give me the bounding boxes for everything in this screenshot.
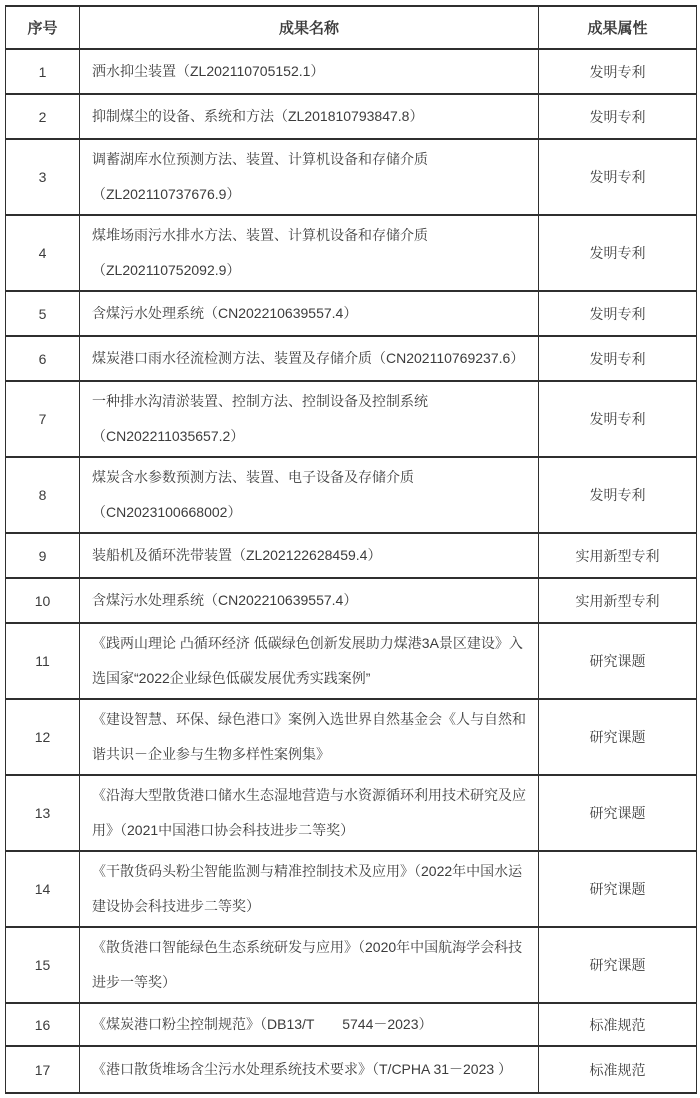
- result-attribute-cell: 发明专利: [539, 457, 697, 533]
- table-row: [6, 851, 697, 927]
- serial-number-cell: 7: [6, 381, 80, 457]
- serial-number-cell: 16: [6, 1003, 80, 1046]
- table-row: [6, 1046, 697, 1093]
- result-attribute-cell: 研究课题: [539, 775, 697, 851]
- result-attribute-cell: 研究课题: [539, 699, 697, 775]
- result-attribute-cell: 发明专利: [539, 381, 697, 457]
- header-serial-number: 序号: [6, 6, 80, 49]
- serial-number-cell: 2: [6, 94, 80, 139]
- table-row: [6, 927, 697, 1003]
- result-name-cell: 《干散货码头粉尘智能监测与精准控制技术及应用》（2022年中国水运建设协会科技进步二等奖）: [80, 851, 539, 927]
- result-name-cell: 洒水抑尘装置（ZL202110705152.1）: [80, 49, 539, 94]
- header-result-attribute: 成果属性: [539, 6, 697, 49]
- result-attribute-cell: 研究课题: [539, 851, 697, 927]
- result-name-cell: 《建设智慧、环保、绿色港口》案例入选世界自然基金会《人与自然和谐共识－企业参与生物多样性案例集》: [80, 699, 539, 775]
- result-name-cell: 抑制煤尘的设备、系统和方法（ZL201810793847.8）: [80, 94, 539, 139]
- result-attribute-cell: 发明专利: [539, 94, 697, 139]
- result-name-cell: 一种排水沟清淤装置、控制方法、控制设备及控制系统（CN202211035657.2）: [80, 381, 539, 457]
- achievements-table: [5, 5, 697, 1094]
- serial-number-cell: 11: [6, 623, 80, 699]
- header-result-name: 成果名称: [80, 6, 539, 49]
- serial-number-cell: 3: [6, 139, 80, 215]
- table-row: [6, 291, 697, 336]
- serial-number-cell: 1: [6, 49, 80, 94]
- serial-number-cell: 10: [6, 578, 80, 623]
- result-attribute-cell: 实用新型专利: [539, 533, 697, 578]
- table-row: [6, 1003, 697, 1046]
- table-row: [6, 578, 697, 623]
- serial-number-cell: 8: [6, 457, 80, 533]
- result-name-cell: 含煤污水处理系统（CN202210639557.4）: [80, 578, 539, 623]
- result-name-cell: 《港口散货堆场含尘污水处理系统技术要求》（T/CPHA 31－2023 ）: [80, 1046, 539, 1093]
- result-name-cell: 煤炭港口雨水径流检测方法、装置及存储介质（CN202110769237.6）: [80, 336, 539, 381]
- serial-number-cell: 14: [6, 851, 80, 927]
- serial-number-cell: 17: [6, 1046, 80, 1093]
- table-header-row: [6, 6, 697, 49]
- serial-number-cell: 9: [6, 533, 80, 578]
- serial-number-cell: 5: [6, 291, 80, 336]
- result-attribute-cell: 实用新型专利: [539, 578, 697, 623]
- table-row: [6, 775, 697, 851]
- result-name-cell: 煤堆场雨污水排水方法、装置、计算机设备和存储介质（ZL202110752092.9）: [80, 215, 539, 291]
- result-name-cell: 《践两山理论 凸循环经济 低碳绿色创新发展助力煤港3A景区建设》入选国家“2022企业绿色低碳发展优秀实践案例”: [80, 623, 539, 699]
- result-attribute-cell: 发明专利: [539, 139, 697, 215]
- table-row: [6, 336, 697, 381]
- result-name-cell: 含煤污水处理系统（CN202210639557.4）: [80, 291, 539, 336]
- result-attribute-cell: 发明专利: [539, 336, 697, 381]
- table-row: [6, 215, 697, 291]
- serial-number-cell: 6: [6, 336, 80, 381]
- serial-number-cell: 4: [6, 215, 80, 291]
- result-name-cell: 装船机及循环洗带装置（ZL202122628459.4）: [80, 533, 539, 578]
- result-attribute-cell: 研究课题: [539, 927, 697, 1003]
- result-name-cell: 煤炭含水参数预测方法、装置、电子设备及存储介质（CN2023100668002）: [80, 457, 539, 533]
- result-attribute-cell: 标准规范: [539, 1046, 697, 1093]
- table-row: [6, 94, 697, 139]
- result-attribute-cell: 标准规范: [539, 1003, 697, 1046]
- serial-number-cell: 15: [6, 927, 80, 1003]
- result-name-cell: 调蓄湖库水位预测方法、装置、计算机设备和存储介质（ZL202110737676.9）: [80, 139, 539, 215]
- result-attribute-cell: 发明专利: [539, 291, 697, 336]
- table-row: [6, 623, 697, 699]
- table-row: [6, 381, 697, 457]
- serial-number-cell: 13: [6, 775, 80, 851]
- table-row: [6, 139, 697, 215]
- table-row: [6, 457, 697, 533]
- serial-number-cell: 12: [6, 699, 80, 775]
- result-name-cell: 《沿海大型散货港口储水生态湿地营造与水资源循环利用技术研究及应用》（2021中国港口协会科技进步二等奖）: [80, 775, 539, 851]
- result-name-cell: 《煤炭港口粉尘控制规范》（DB13/T 5744－2023）: [80, 1003, 539, 1046]
- result-attribute-cell: 发明专利: [539, 49, 697, 94]
- result-attribute-cell: 发明专利: [539, 215, 697, 291]
- table-row: [6, 533, 697, 578]
- table-row: [6, 49, 697, 94]
- table-row: [6, 699, 697, 775]
- result-attribute-cell: 研究课题: [539, 623, 697, 699]
- result-name-cell: 《散货港口智能绿色生态系统研发与应用》（2020年中国航海学会科技进步一等奖）: [80, 927, 539, 1003]
